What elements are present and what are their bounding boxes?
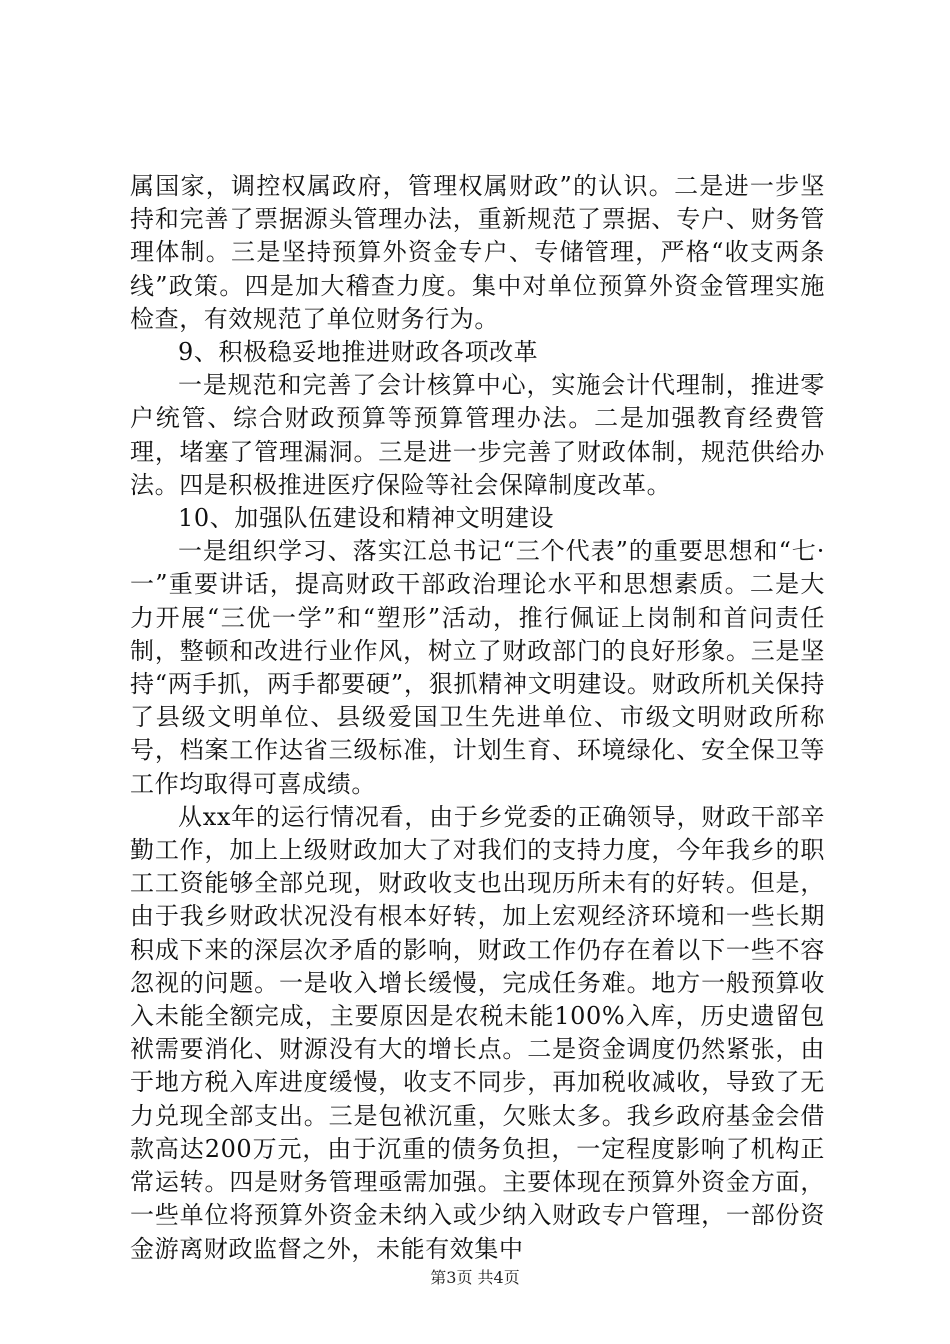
- page-number-footer: 第3页 共4页: [430, 1268, 520, 1287]
- paragraph-problems: 从xx年的运行情况看，由于乡党委的正确领导，财政干部辛勤工作，加上上级财政加大了对我们的支持力度，今年我乡的职工工资能够全部兑现，财政收支也出现历所未有的好转。但是，由于我乡财政状况没有根本好转，加上宏观经济环境和一些长期积成下来的深层次矛盾的影响，财政工作仍存在着以下一些不容忽视的问题。一是收入增长缓慢，完成任务难。地方一般预算收入未能全额完成，主要原因是农税未能100%入库，历史遗留包袱需要消化、财源没有大的增长点。二是资金调度仍然紧张，由于地方税入库进度缓慢，收支不同步，再加税收减收，导致了无力兑现全部支出。三是包袱沉重，欠账太多。我乡政府基金会借款高达200万元，由于沉重的债务负担，一定程度影响了机构正常运转。四是财务管理亟需加强。主要体现在预算外资金方面，一些单位将预算外资金未纳入或少纳入财政专户管理，一部份资金游离财政监督之外，未能有效集中: [130, 802, 825, 1263]
- paragraph-reform: 一是规范和完善了会计核算中心，实施会计代理制，推进零户统管、综合财政预算等预算管理办法。二是加强教育经费管理，堵塞了管理漏洞。三是进一步完善了财政体制，规范供给办法。四是积极推进医疗保险等社会保障制度改革。: [130, 371, 825, 499]
- paragraph-team-building: 一是组织学习、落实江总书记“三个代表”的重要思想和“七·一”重要讲话，提高财政干部政治理论水平和思想素质。二是大力开展“三优一学”和“塑形”活动，推行佩证上岗制和首问责任制，整顿和改进行业作风，树立了财政部门的良好形象。三是坚持“两手抓，两手都要硬”，狠抓精神文明建设。财政所机关保持了县级文明单位、县级爱国卫生先进单位、市级文明财政所称号，档案工作达省三级标准，计划生育、环境绿化、安全保卫等工作均取得可喜成绩。: [130, 537, 825, 798]
- body-text: [130, 170, 825, 1266]
- section-heading-10: 10、加强队伍建设和精神文明建设: [178, 504, 555, 533]
- paragraph-continuation: 属国家，调控权属政府，管理权属财政”的认识。二是进一步坚持和完善了票据源头管理办法，重新规范了票据、专户、财务管理体制。三是坚持预算外资金专户、专储管理，严格“收支两条线”政策。四是加大稽查力度。集中对单位预算外资金管理实施检查，有效规范了单位财务行为。: [130, 172, 825, 333]
- section-heading-9: 9、积极稳妥地推进财政各项改革: [178, 338, 539, 367]
